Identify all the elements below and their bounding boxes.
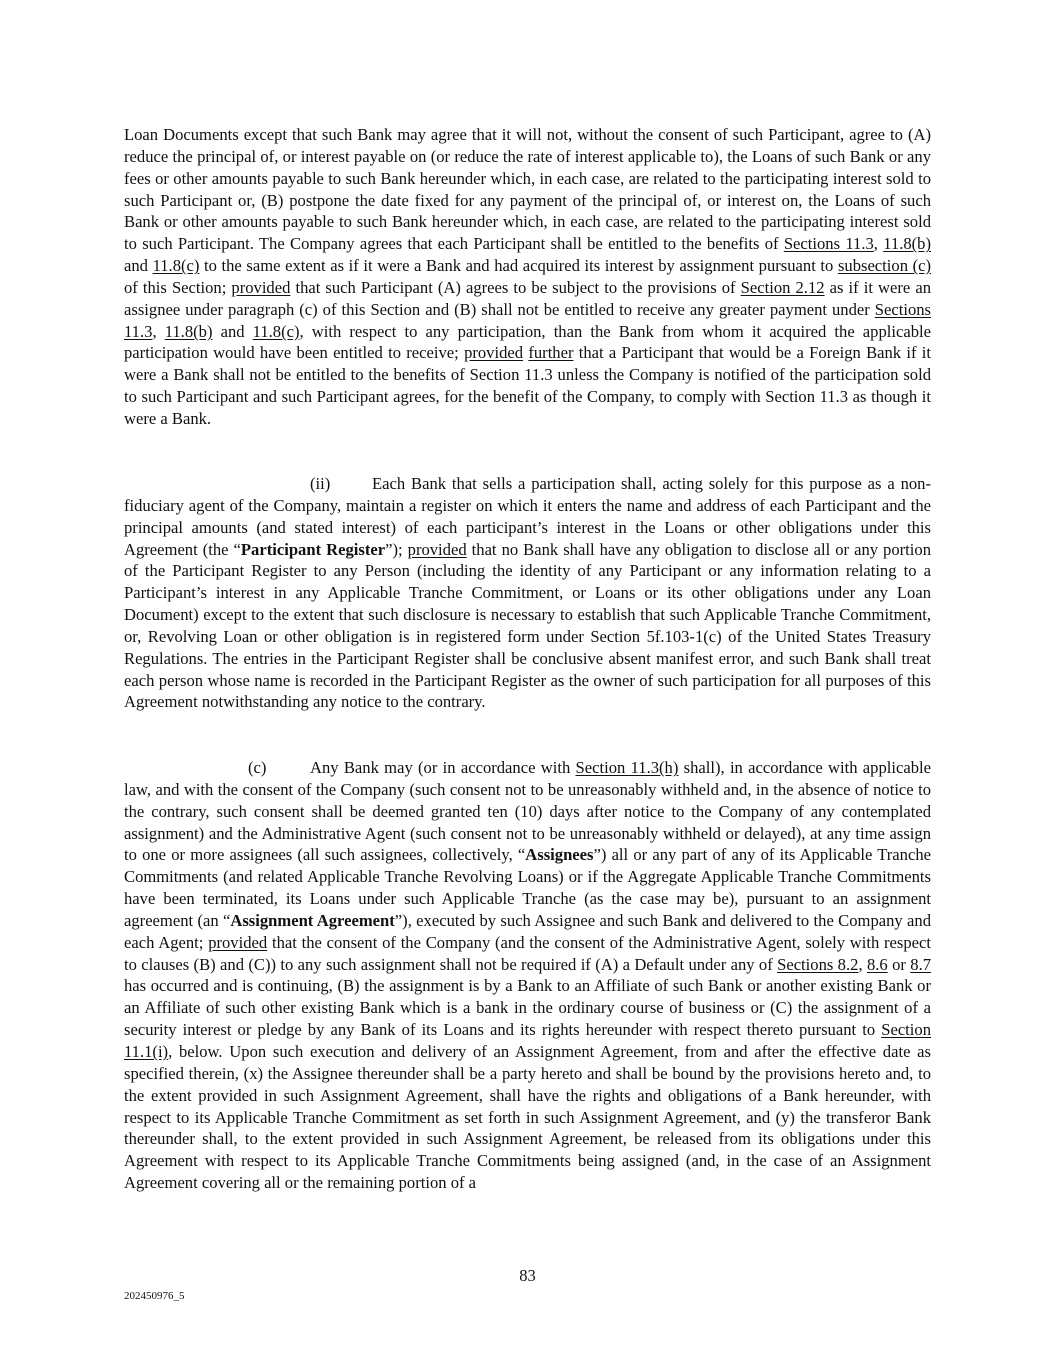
page-number: 83 — [519, 1266, 536, 1285]
text-run: that the consent of the Company (and the consent of the Administrative Agent, solely with respect to clauses (B) and (C)) to any such assignment shall not be required if (A) a Default under any of — [124, 932, 932, 974]
section-reference: 11.8(c) — [252, 321, 300, 341]
text-run: has occurred and is continuing, (B) the assignment is by a Bank to an Affiliate of such Bank or another existing Bank or an Affiliate of such other existing Bank which is a bank in the ordinary course of business or (C) the assignment of a security interest or pledge by any Bank of its Loans and its rights hereunder with respect thereto pursuant to — [124, 976, 931, 1040]
text-run: that a Participant that would be a Foreign Bank if it were a Bank shall not be entitled to the benefits of Section 11.3 unless the Company is notified of the participation sold to such Participant and such Participant agrees, for the benefit of the Company, to comply with Section 11.3 as though it were a Bank. — [124, 343, 931, 428]
text-run: ”) all or any part of any of its Applicable Tranche Commitments (and related Applicable Tranche Revolving Loans) or if the Aggregate Applicable Tranche Commitments have been terminated, its Loans under such Applicable Tranche (as the case may be), pursuant to an assignment agreement (an “ — [124, 845, 931, 930]
text-run: , below. Upon such execution and delivery of an Assignment Agreement, from and after the effective date as specified therein, (x) the Assignee thereunder shall be a party hereto and shall be bound by the provisions hereto and, to the extent provided in such Assignment Agreement, shall have the rights and obligations of a Bank hereunder, with respect to its Applicable Tranche Commitment as set forth in such Assignment Agreement, and (y) the transferor Bank thereunder shall, to the extent provided in such Assignment Agreement, be released from its obligations under this Agreement with respect to its Applicable Tranche Commitments being assigned (and, in the case of an Assignment Agreement covering all or the remaining portion of a — [124, 1041, 931, 1193]
defined-term: Assignment Agreement — [230, 910, 395, 930]
text-run: or — [887, 954, 911, 974]
defined-term: Assignees — [525, 845, 594, 865]
paragraph-participant-benefits — [124, 124, 931, 430]
text-run: shall), in accordance with applicable law, and with the consent of the Company (such consent not to be unreasonably withheld and, in the absence of notice to the contrary, such consent shall be deemed granted ten (10) days after notice to the Company of any contemplated assignment) and the Administrative Agent (such consent not to be unreasonably withheld or delayed), at any time assign to one or more assignees (all such assignees, collectively, “ — [124, 758, 931, 865]
section-reference: 11.8(b) — [164, 321, 213, 341]
text-run: Any Bank may (or in accordance with — [310, 758, 576, 777]
proviso-term: provided — [231, 277, 291, 297]
clause-number: (c) — [248, 758, 267, 777]
section-reference: Section 11.1(i) — [124, 1020, 931, 1061]
section-reference: 11.8(c) — [152, 256, 200, 276]
text-run: and — [124, 256, 153, 276]
section-reference: Section 11.3(h) — [575, 758, 679, 777]
text-run: Each Bank that sells a participation shall, acting solely for this purpose as a non-fiduciary agent of the Company, maintain a register on which it enters the name and address of each Participant and the principal amounts (and stated interest) of each participant’s interest in the Loans or other obligations under this Agreement (the “ — [124, 474, 931, 559]
text-run: that such Participant (A) agrees to be subject to the provisions of — [290, 277, 741, 297]
section-reference: 11.8(b) — [883, 234, 931, 254]
text-run: , — [873, 234, 884, 254]
document-id: 202450976_5 — [124, 1290, 185, 1302]
proviso-term: provided — [208, 932, 268, 952]
text-run: to the same extent as if it were a Bank and had acquired its interest by assignment pursuant to — [199, 256, 838, 276]
section-reference: 8.7 — [910, 954, 932, 974]
paragraph-assignment — [124, 757, 931, 1194]
text-run: ”); — [385, 539, 408, 559]
text-run: ”), executed by such Assignee and such Bank and delivered to the Company and each Agent; — [124, 910, 932, 952]
text-run: Loan Documents except that such Bank may agree that it will not, without the consent of such Participant, agree to (A) reduce the principal of, or interest payable on (or reduce the rate of interest applicable to), the Loans of such Bank or any fees or other amounts payable to such Bank hereunder which, in each case, are related to the participating interest sold to such Participant or, (B) postpone the date fixed for any payment of the principal of, or interest on, the Loans of such Bank or other amounts payable to such Bank hereunder which, in each case, are related to the participating interest sold to such Participant. The Company agrees that each Participant shall be entitled to the benefits of — [124, 125, 931, 254]
section-reference: Section 2.12 — [740, 277, 825, 297]
proviso-term: further — [528, 343, 574, 363]
text-run: as if it were an assignee under paragraph (c) of this Section and (B) shall not be entitled to receive any greater payment under — [124, 277, 931, 319]
section-reference: 8.6 — [866, 954, 888, 974]
text-run: and — [212, 321, 253, 341]
proviso-term: provided — [407, 539, 467, 559]
section-reference: Sections 8.2 — [777, 954, 859, 974]
paragraph-participant-register — [124, 473, 931, 713]
clause-number: (ii) — [310, 474, 331, 493]
text-run: of this Section; — [124, 277, 232, 297]
proviso-term: provided — [464, 343, 524, 363]
defined-term: Participant Register — [240, 539, 386, 559]
section-reference: Sections 11.3 — [783, 234, 874, 254]
section-reference: subsection (c) — [837, 256, 932, 276]
text-run: , — [152, 321, 165, 341]
text-run: , — [858, 954, 867, 974]
text-run: , with respect to any participation, than the Bank from whom it acquired the applicable participation would have been entitled to receive; — [124, 321, 931, 363]
text-run: that no Bank shall have any obligation to disclose all or any portion of the Participant Register to any Person (including the identity of any Participant or any information relating to a Participant’s interest in any Applicable Tranche Commitment, or Loans or its other obligations under any Loan Document) except to the extent that such disclosure is necessary to establish that such Applicable Tranche Commitment, or, Revolving Loan or other obligation is in registered form under Section 5f.103-1(c) of the United States Treasury Regulations. The entries in the Participant Register shall be conclusive absent manifest error, and such Bank shall treat each person whose name is recorded in the Participant Register as the owner of such participation for all purposes of this Agreement notwithstanding any notice to the contrary. — [124, 539, 931, 712]
section-reference: Sections 11.3 — [124, 299, 931, 341]
